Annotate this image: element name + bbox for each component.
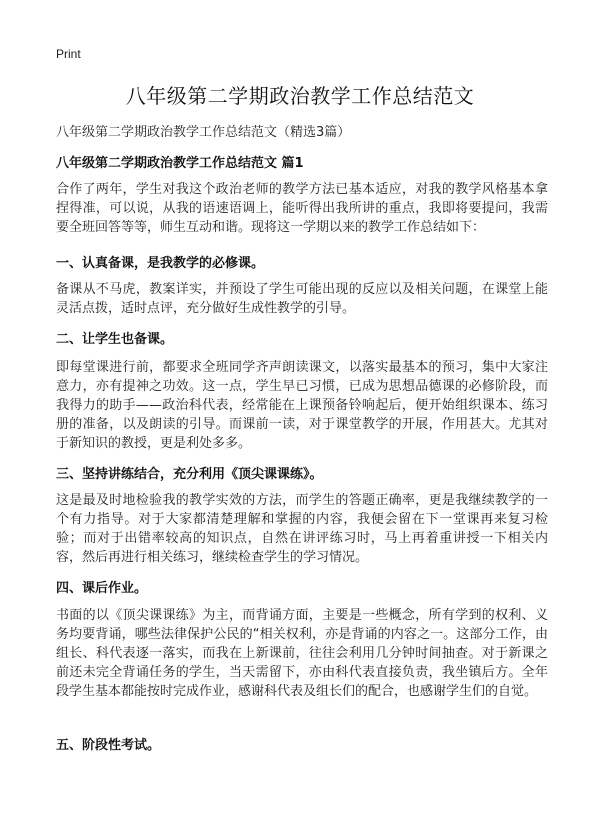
section-body-4: 书面的以《顶尖课课练》为主，而背诵方面，主要是一些概念，所有学到的权利、义务均要背诵，哪些法律保护公民的“相关权利，亦是背诵的内容之一。这部分工作，由组长、科代表逐一落实，而我在上新课前，往往会利用几分钟时间抽查。对于新课之前还未完全背诵任务的学生，当天需留下，亦由科代表直接负责，我坐镇后方。全年段学生基本都能按时完成作业，感谢科代表及组长们的配合，也感谢学生们的自觉。 [56, 608, 548, 699]
section-body-3: 这是最及时地检验我的教学实效的方法，而学生的答题正确率，更是我继续教学的一个有力指导。对于大家都清楚理解和掌握的内容，我便会留在下一堂课再来复习检验；而对于出错率较高的知识点，自然在讲评练习时，马上再着重讲授一下相关内容，然后再进行相关练习，继续检查学生的学习情况。 [56, 493, 548, 565]
article-heading: 八年级第二学期政治教学工作总结范文 篇1 [56, 156, 304, 171]
document-title: 八年级第二学期政治教学工作总结范文 [125, 84, 475, 108]
section-body-1: 备课从不马虎，教案详实，并预设了学生可能出现的反应以及相关问题，在课堂上能灵活点拨，适时点评，充分做好生成性教学的引导。 [56, 282, 548, 316]
document-subtitle: 八年级第二学期政治教学工作总结范文（精选3篇） [56, 125, 351, 140]
section-heading-2: 二、让学生也备课。 [56, 332, 174, 347]
section-heading-1: 一、认真备课，是我教学的必修课。 [56, 256, 265, 271]
section-body-2: 即每堂课进行前，都要求全班同学齐声朗读课文，以落实最基本的预习，集中大家注意力，亦有提神之功效。这一点，学生早已习惯，已成为思想品德课的必修阶段，而我得力的助手——政治科代表，经常能在上课预备铃响起后，便开始组织课本、练习册的准备，以及朗读的引导。而课前一读，对于课堂教学的开展，作用甚大。尤其对于新知识的教授，更是利处多多。 [56, 360, 548, 451]
section-heading-3: 三、坚持讲练结合，充分利用《顶尖课课练》。 [56, 467, 323, 482]
section-heading-4: 四、课后作业。 [56, 581, 148, 596]
print-link[interactable]: Print [56, 47, 81, 61]
section-heading-5: 五、阶段性考试。 [56, 738, 161, 753]
intro-paragraph: 合作了两年，学生对我这个政治老师的教学方法已基本适应，对我的教学风格基本拿捏得准，可以说，从我的语速语调上，能听得出我所讲的重点，我即将要提问，我需要全班回答等等，师生互动和谐。现将这一学期以来的教学工作总结如下： [56, 182, 548, 235]
